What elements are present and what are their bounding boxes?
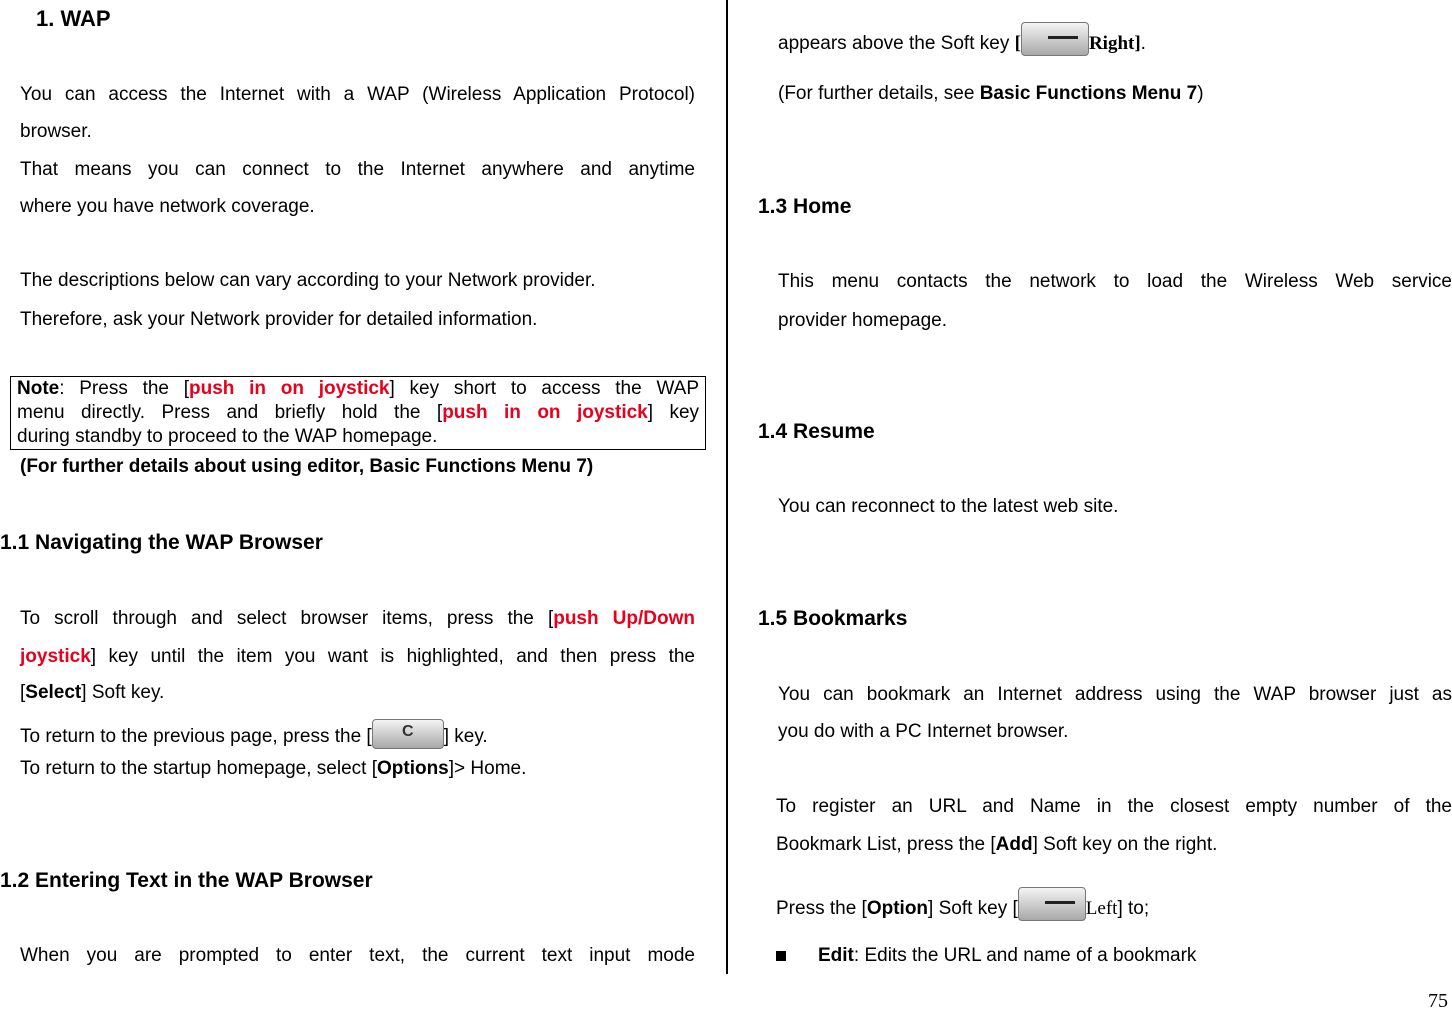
s12-line-1: When you are prompted to enter text, the current text input mode xyxy=(20,945,695,966)
s11-home-line: To return to the startup homepage, select [Options]> Home. xyxy=(20,758,527,779)
desc-line-1: The descriptions below can vary according to your Network provider. xyxy=(20,270,596,291)
note-line-3: during standby to proceed to the WAP homepage. xyxy=(17,426,438,447)
s13-line-2: provider homepage. xyxy=(778,310,947,331)
softkey-right-icon xyxy=(1021,22,1089,56)
page-number: 75 xyxy=(1428,990,1448,1012)
intro-line-1: You can access the Internet with a WAP (Wireless Application Protocol) xyxy=(20,84,695,105)
left-softkey-label: Left xyxy=(1085,898,1118,920)
s15-line-3: To register an URL and Name in the closest empty number of the xyxy=(776,796,1452,817)
intro-line-4: where you have network coverage. xyxy=(20,196,315,217)
note-label: Note xyxy=(17,378,60,399)
joystick-key-text: push in on joystick xyxy=(442,402,648,423)
s13-line-1: This menu contacts the network to load the Wireless Web service xyxy=(778,271,1452,292)
joystick-key-text: push in on joystick xyxy=(189,378,390,399)
s11-line-2: joystick] key until the item you want is highlighted, and then press the xyxy=(20,646,695,667)
s15-line-1: You can bookmark an Internet address using the WAP browser just as xyxy=(778,684,1452,705)
right-softkey-label: Right] xyxy=(1088,33,1141,55)
note-line-1: Note: Press the [push in on joystick] key short to access the WAP xyxy=(17,378,700,399)
heading-1-5: 1.5 Bookmarks xyxy=(758,607,908,630)
further-details-note: (For further details about using editor, Basic Functions Menu 7) xyxy=(20,456,594,477)
intro-line-3: That means you can connect to the Internet anywhere and anytime xyxy=(20,159,695,180)
s15-line-2: you do with a PC Internet browser. xyxy=(778,721,1069,742)
column-divider xyxy=(726,0,728,974)
desc-line-2: Therefore, ask your Network provider for detailed information. xyxy=(20,309,538,330)
intro-line-2: browser. xyxy=(20,121,92,142)
heading-1-2: 1.2 Entering Text in the WAP Browser xyxy=(0,869,373,892)
softkey-left-icon xyxy=(1018,887,1086,921)
s15-option-line: Press the [Option] Soft key [ Left] to; xyxy=(776,897,1149,921)
heading-1-3: 1.3 Home xyxy=(758,195,852,218)
s11-line-3: [Select] Soft key. xyxy=(20,682,165,703)
s11-line-1: To scroll through and select browser items, press the [push Up/Down xyxy=(20,608,695,629)
see-details-line: (For further details, see Basic Functions Menu 7) xyxy=(778,83,1204,104)
c-key-icon: C xyxy=(372,719,444,749)
heading-1-4: 1.4 Resume xyxy=(758,420,875,443)
continued-line: appears above the Soft key [ Right]. xyxy=(778,32,1146,56)
section-title-wap: 1. WAP xyxy=(36,6,111,31)
note-box xyxy=(10,376,706,450)
edit-bullet-item: Edit: Edits the URL and name of a bookmark xyxy=(776,945,1196,967)
heading-1-1: 1.1 Navigating the WAP Browser xyxy=(0,531,323,554)
note-line-2: menu directly. Press and briefly hold the [push in on joystick] key xyxy=(17,402,700,423)
square-bullet-icon xyxy=(776,951,786,961)
s11-back-line: To return to the previous page, press the [ C ] key. xyxy=(20,725,488,749)
s14-line-1: You can reconnect to the latest web site. xyxy=(778,496,1119,517)
s15-line-4: Bookmark List, press the [Add] Soft key on the right. xyxy=(776,834,1218,855)
